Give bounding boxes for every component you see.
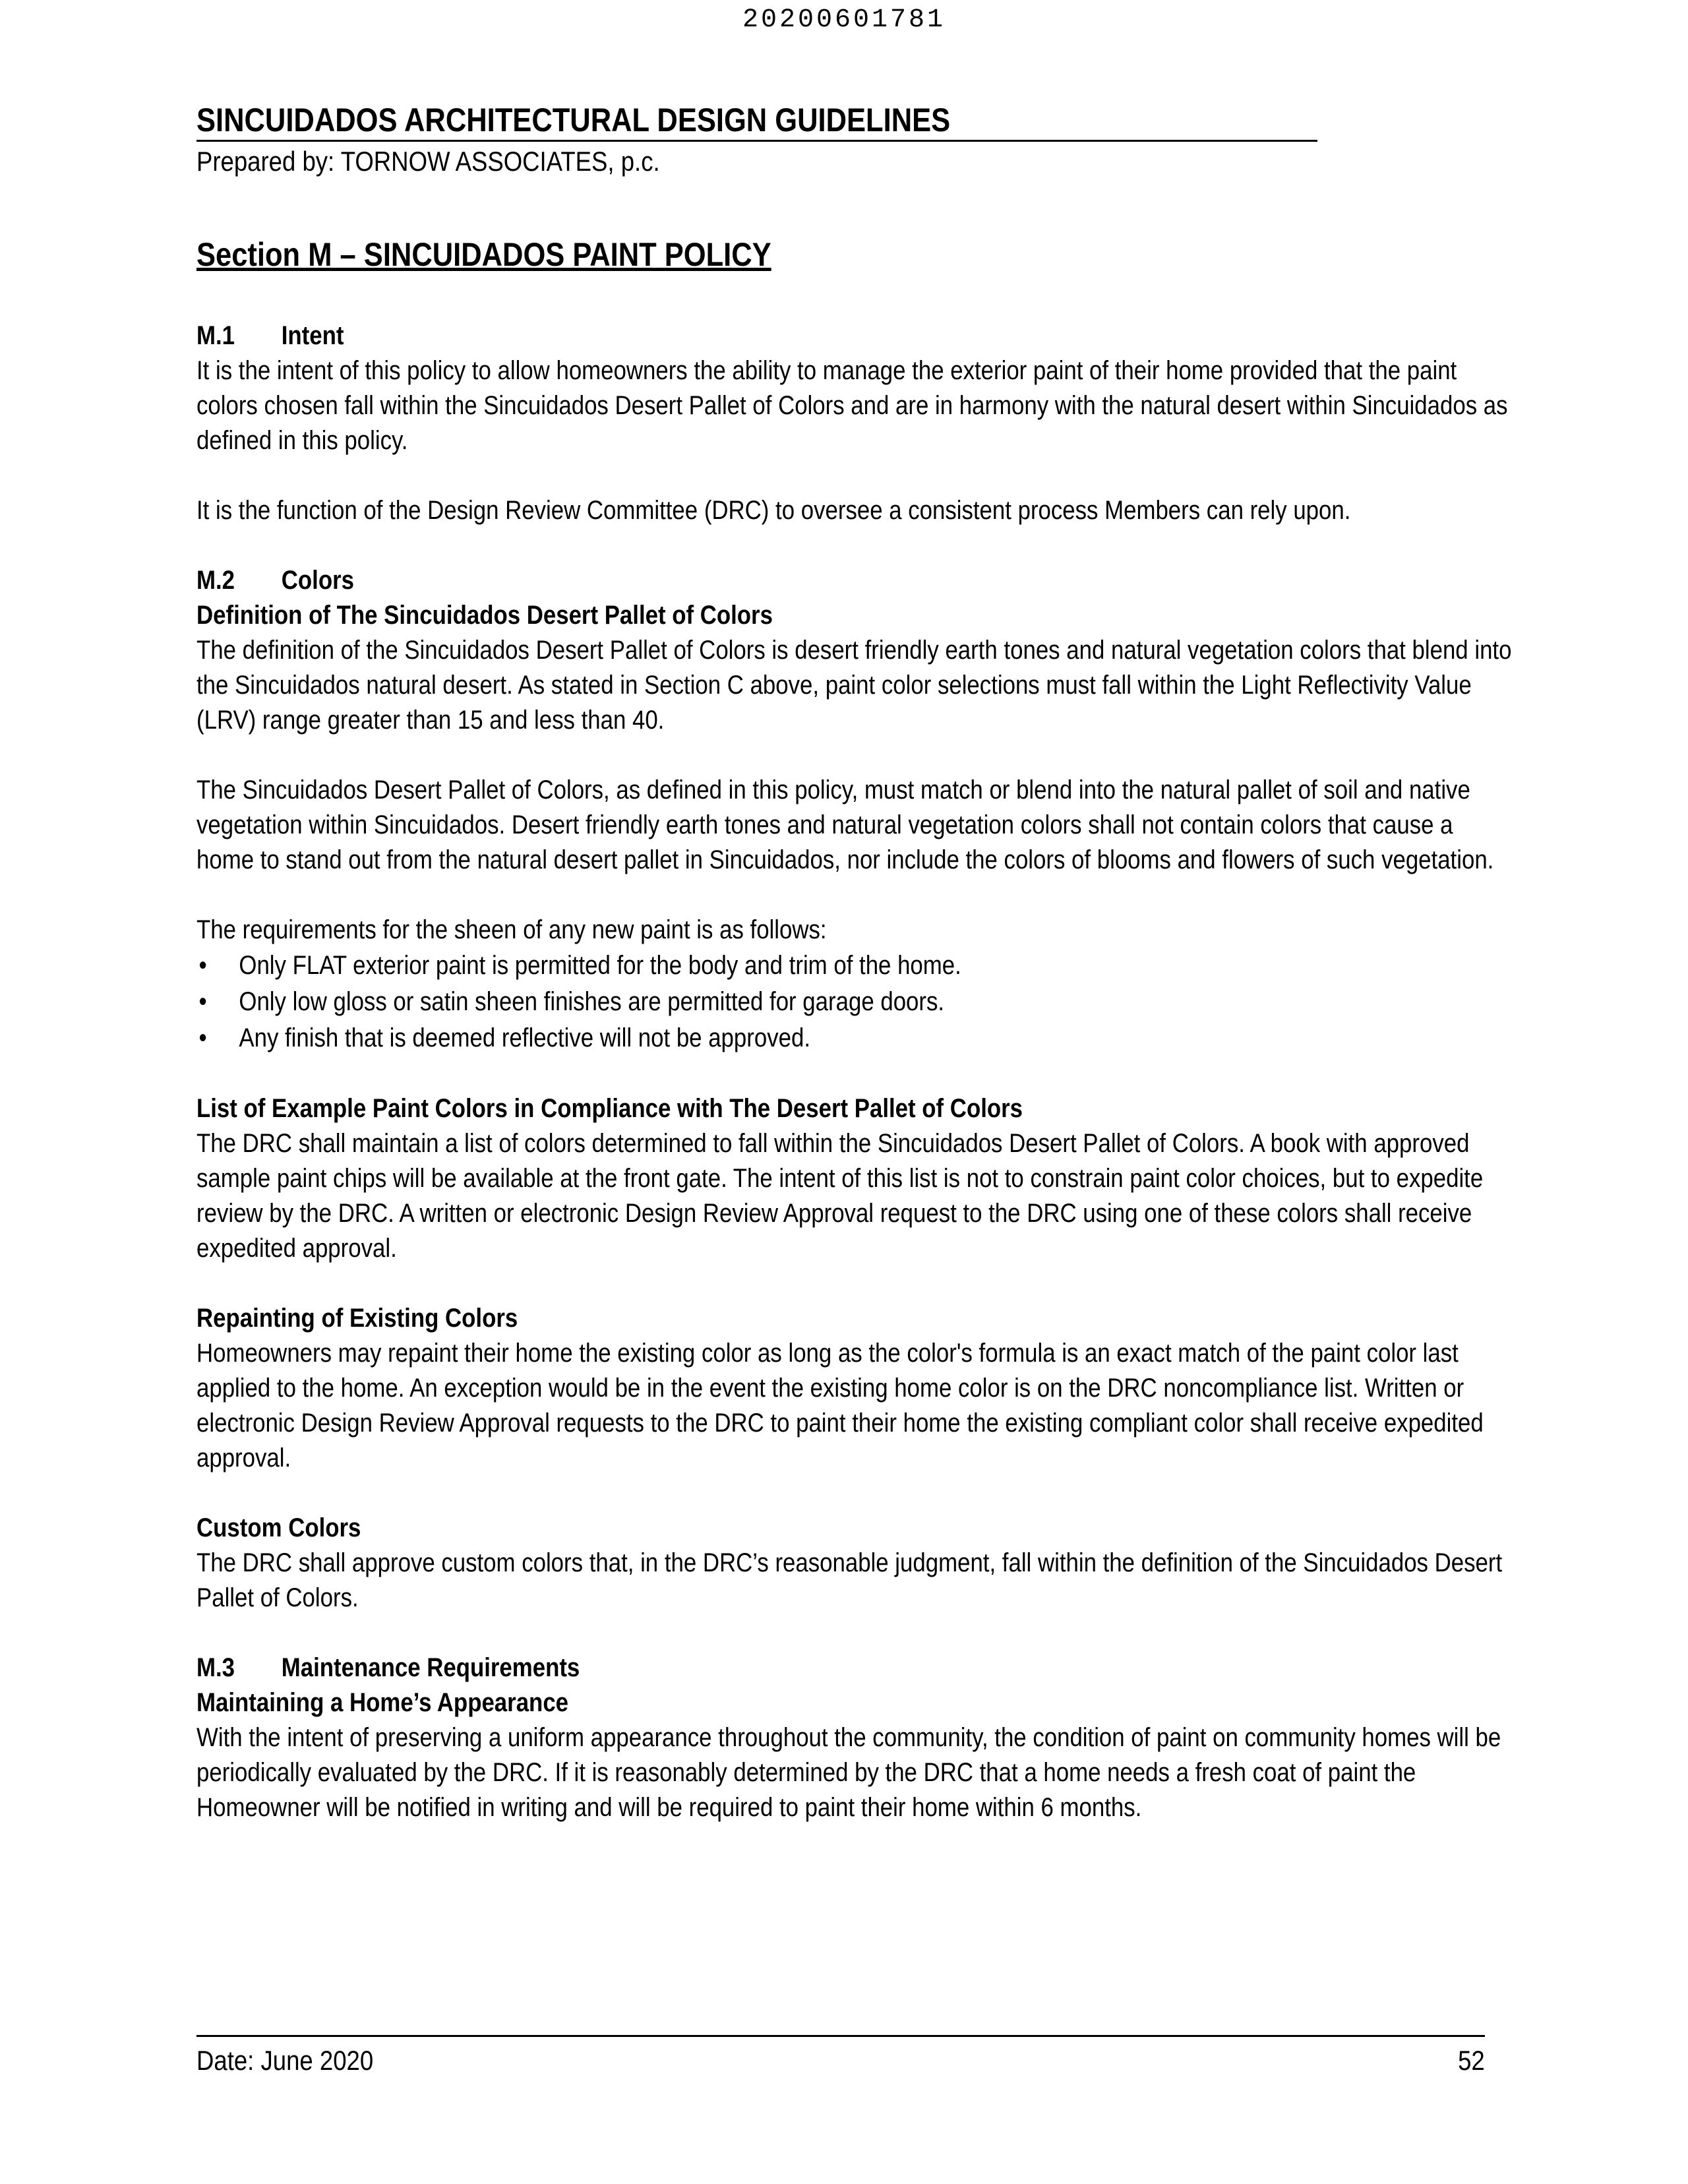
document-number: 20200601781 [742, 5, 946, 35]
m2-number: M.2 [196, 566, 235, 595]
sheen-list [196, 948, 1515, 1056]
list-item: • Only low gloss or satin sheen finishes are permitted for garage doors. [196, 984, 1515, 1020]
m2-title: Colors [281, 566, 354, 595]
bullet-icon: • [198, 1023, 207, 1052]
custom-colors-heading: Custom Colors [196, 1513, 361, 1542]
m2-heading [196, 563, 1515, 598]
bullet-icon: • [198, 951, 207, 980]
section-m3 [196, 1651, 1515, 1825]
repainting-heading: Repainting of Existing Colors [196, 1304, 518, 1333]
guidelines-title: SINCUIDADOS ARCHITECTURAL DESIGN GUIDELINES [196, 100, 1317, 142]
m1-title: Intent [281, 321, 344, 350]
footer-date: Date: June 2020 [196, 2045, 374, 2076]
m3-heading [196, 1651, 1515, 1685]
m3-number: M.3 [196, 1653, 235, 1682]
m1-number: M.1 [196, 321, 235, 350]
m1-paragraph-2: It is the function of the Design Review Committee (DRC) to oversee a consistent process Members can rely upon. [196, 496, 1351, 525]
definition-heading: Definition of The Sincuidados Desert Pallet of Colors [196, 601, 773, 630]
page-number: 52 [1458, 2045, 1485, 2076]
m1-paragraph-1: It is the intent of this policy to allow homeowners the ability to manage the exterior paint of their home provided that the paint colors chosen fall within the Sincuidados Desert Pallet of Colors and are in harmony with the natural desert within Sincuidados as defined in this policy. [196, 356, 1508, 455]
definition-paragraph-2: The Sincuidados Desert Pallet of Colors, as defined in this policy, must match or blend into the natural pallet of soil and native vegetation within Sincuidados. Desert friendly earth tones and natural vegetation colors shall not contain colors that cause a home to stand out from the natural desert pallet in Sincuidados, nor include the colors of blooms and flowers of such vegetation. [196, 775, 1494, 874]
page-header [196, 100, 1485, 179]
prepared-by: Prepared by: TORNOW ASSOCIATES, p.c. [196, 146, 660, 177]
section-title: Section M – SINCUIDADOS PAINT POLICY [196, 236, 771, 273]
repainting-paragraph: Homeowners may repaint their home the existing color as long as the color's formula is an exact match of the paint color last applied to the home. An exception would be in the event the existing home color is on the DRC noncompliance list. Written or electronic Design Review Approval requests to the DRC to paint their home the existing compliant color shall receive expedited approval. [196, 1339, 1484, 1472]
custom-colors-paragraph: The DRC shall approve custom colors that, in the DRC’s reasonable judgment, fall within the definition of the Sincuidados Desert Pallet of Colors. [196, 1548, 1503, 1612]
m1-heading [196, 318, 1515, 353]
example-colors-heading: List of Example Paint Colors in Compliance with The Desert Pallet of Colors [196, 1094, 1023, 1123]
appearance-paragraph: With the intent of preserving a uniform appearance throughout the community, the condition of paint on community homes will be periodically evaluated by the DRC. If it is reasonably determined by the DRC that a home needs a fresh coat of paint the Homeowner will be notified in writing and will be required to paint their home within 6 months. [196, 1723, 1501, 1822]
m3-title: Maintenance Requirements [281, 1653, 580, 1682]
page-footer [196, 2035, 1485, 2080]
appearance-heading: Maintaining a Home’s Appearance [196, 1688, 569, 1717]
section-m2 [196, 563, 1515, 1651]
bullet-icon: • [198, 987, 207, 1016]
section-m1 [196, 318, 1515, 563]
list-item: • Any finish that is deemed reflective will not be approved. [196, 1020, 1515, 1056]
example-colors-paragraph: The DRC shall maintain a list of colors determined to fall within the Sincuidados Desert Pallet of Colors. A book with approved sample paint chips will be available at the front gate. The intent of this list is not to constrain paint color choices, but to expedite review by the DRC. A written or electronic Design Review Approval request to the DRC using one of these colors shall receive expedited approval. [196, 1129, 1484, 1263]
page-content [196, 235, 1515, 1825]
list-item: • Only FLAT exterior paint is permitted for the body and trim of the home. [196, 948, 1515, 984]
footer-divider [196, 2035, 1485, 2037]
sheen-intro: The requirements for the sheen of any new paint is as follows: [196, 915, 827, 944]
definition-paragraph-1: The definition of the Sincuidados Desert Pallet of Colors is desert friendly earth tones and natural vegetation colors that blend into the Sincuidados natural desert. As stated in Section C above, paint color selections must fall within the Light Reflectivity Value (LRV) range greater than 15 and less than 40. [196, 636, 1512, 735]
